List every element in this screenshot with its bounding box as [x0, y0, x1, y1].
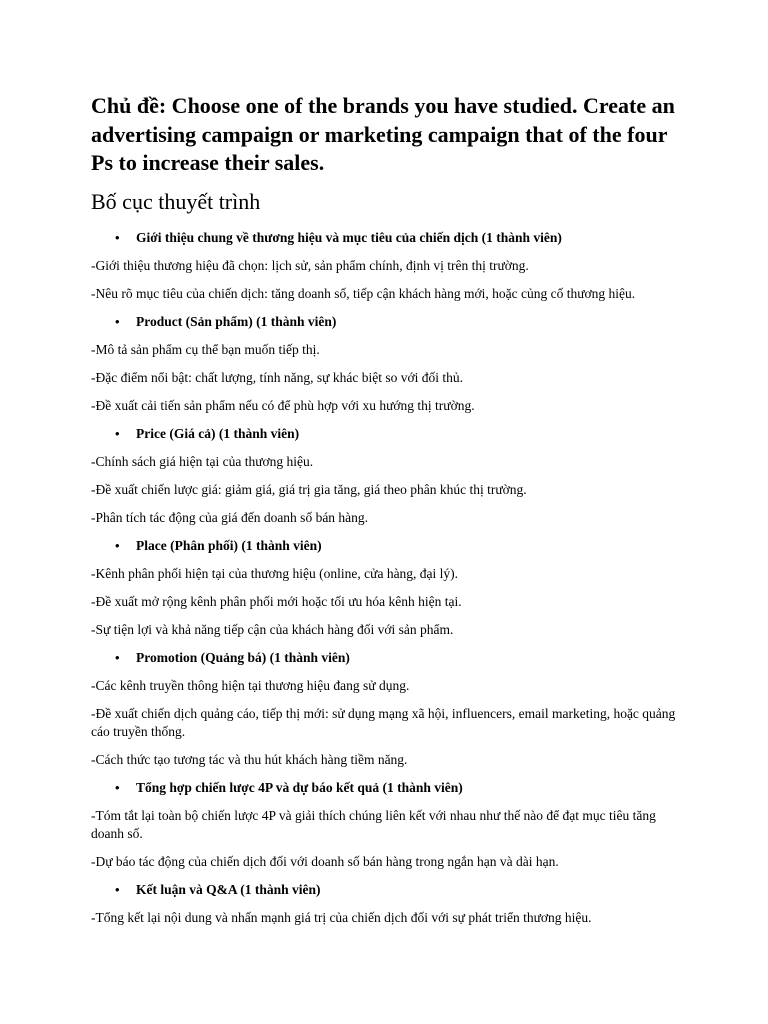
- section-line: -Kênh phân phối hiện tại của thương hiệu (online, cửa hàng, đại lý).: [91, 565, 459, 581]
- section-line: -Sự tiện lợi và khả năng tiếp cận của khách hàng đối với sản phẩm.: [91, 621, 454, 637]
- document-page: [91, 92, 691, 937]
- section-heading-text: Product (Sản phẩm) (1 thành viên): [136, 313, 337, 329]
- section-line: -Đề xuất chiến dịch quảng cáo, tiếp thị mới: sử dụng mạng xã hội, influencers, email marketing, hoặc quảng cáo truyền thống.: [91, 705, 676, 739]
- section-line: -Đề xuất chiến lược giá: giảm giá, giá trị gia tăng, giá theo phân khúc thị trường.: [91, 481, 527, 497]
- section-line: -Đặc điểm nổi bật: chất lượng, tính năng, sự khác biệt so với đối thủ.: [91, 369, 463, 385]
- section-heading: [91, 537, 691, 555]
- bullet-icon: •: [115, 229, 120, 245]
- bullet-icon: •: [115, 425, 120, 441]
- bullet-icon: •: [115, 649, 120, 665]
- section-line: -Mô tả sản phẩm cụ thể bạn muốn tiếp thị.: [91, 341, 320, 357]
- document-title: Chủ đề: Choose one of the brands you have studied. Create an advertising campaign or marketing campaign that of the four Ps to increase their sales.: [91, 93, 675, 175]
- section-line: -Tổng kết lại nội dung và nhấn mạnh giá trị của chiến dịch đối với sự phát triển thương hiệu.: [91, 909, 592, 925]
- section-line: -Tóm tắt lại toàn bộ chiến lược 4P và giải thích chúng liên kết với nhau như thế nào để đạt mục tiêu tăng doanh số.: [91, 807, 656, 841]
- section-line: -Dự báo tác động của chiến dịch đối với doanh số bán hàng trong ngắn hạn và dài hạn.: [91, 853, 559, 869]
- bullet-icon: •: [115, 881, 120, 897]
- outline-section: [91, 537, 691, 639]
- section-heading: [91, 313, 691, 331]
- section-line: -Cách thức tạo tương tác và thu hút khách hàng tiềm năng.: [91, 751, 408, 767]
- section-heading: [91, 425, 691, 443]
- outline-section: [91, 649, 691, 769]
- section-heading: [91, 779, 691, 797]
- outline-section: [91, 881, 691, 927]
- section-line: -Đề xuất mở rộng kênh phân phối mới hoặc tối ưu hóa kênh hiện tại.: [91, 593, 462, 609]
- section-line: -Đề xuất cải tiến sản phẩm nếu có để phù hợp với xu hướng thị trường.: [91, 397, 475, 413]
- section-heading: [91, 881, 691, 899]
- section-heading-text: Place (Phân phối) (1 thành viên): [136, 537, 322, 553]
- section-line: -Giới thiệu thương hiệu đã chọn: lịch sử, sản phẩm chính, định vị trên thị trường.: [91, 257, 529, 273]
- outline-section: [91, 229, 691, 303]
- outline-section: [91, 779, 691, 871]
- outline-section: [91, 425, 691, 527]
- section-line: -Các kênh truyền thông hiện tại thương hiệu đang sử dụng.: [91, 677, 410, 693]
- section-line: -Nêu rõ mục tiêu của chiến dịch: tăng doanh số, tiếp cận khách hàng mới, hoặc củng cố thương hiệu.: [91, 285, 636, 301]
- section-heading: [91, 229, 691, 247]
- document-subtitle: Bố cục thuyết trình: [91, 188, 261, 214]
- section-heading-text: Giới thiệu chung về thương hiệu và mục tiêu của chiến dịch (1 thành viên): [136, 229, 562, 245]
- section-line: -Chính sách giá hiện tại của thương hiệu.: [91, 453, 314, 469]
- outline-section: [91, 313, 691, 415]
- section-heading-text: Promotion (Quảng bá) (1 thành viên): [136, 649, 350, 665]
- section-heading-text: Kết luận và Q&A (1 thành viên): [136, 881, 321, 897]
- bullet-icon: •: [115, 779, 120, 795]
- section-heading-text: Tổng hợp chiến lược 4P và dự báo kết quả (1 thành viên): [136, 779, 463, 795]
- section-line: -Phân tích tác động của giá đến doanh số bán hàng.: [91, 509, 369, 525]
- bullet-icon: •: [115, 313, 120, 329]
- section-heading: [91, 649, 691, 667]
- bullet-icon: •: [115, 537, 120, 553]
- outline-sections: [91, 229, 691, 927]
- section-heading-text: Price (Giá cả) (1 thành viên): [136, 425, 300, 441]
